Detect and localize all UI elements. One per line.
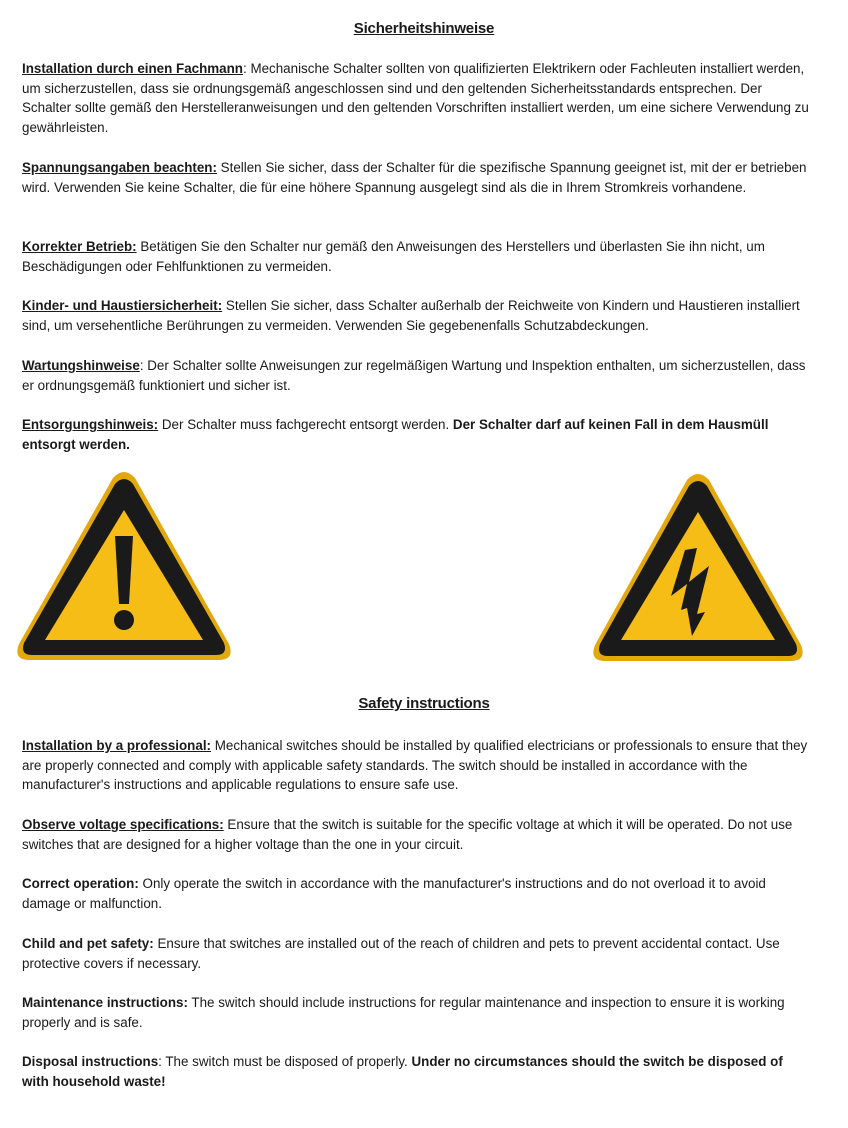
- de-installation-text: Mechanische Schalter sollten von qualifizierten Elektrikern oder Fachleuten installiert werden, um sicherzustellen, dass sie ordnungsgemäß angeschlossen sind und den geltenden Sicherheitsstandards entsprechen. Der Schalter sollte gemäß den Herstelleranweisungen und den geltenden Vorschriften installiert werden, um eine sichere Verwendung zu gewährleisten.: [22, 61, 809, 135]
- de-disposal-heading: Entsorgungshinweis:: [22, 417, 159, 432]
- en-operation-text: Only operate the switch in accordance with the manufacturer's instructions and do not overload it to avoid damage or malfunction.: [22, 876, 766, 911]
- en-child-safety-text: Ensure that switches are installed out of the reach of children and pets to prevent accidental contact. Use protective covers if necessary.: [22, 936, 780, 971]
- english-title: Safety instructions: [358, 695, 490, 712]
- en-voltage-text: Ensure that the switch is suitable for the specific voltage at which it will be operated. Do not use switches that are designed for a higher voltage than the one in your circuit.: [22, 817, 793, 852]
- en-maintenance-para: [22, 993, 812, 1032]
- en-installation-para: [22, 736, 812, 795]
- general-warning-sign: [15, 470, 233, 663]
- de-operation-text: Betätigen Sie den Schalter nur gemäß den Anweisungen des Herstellers und überlasten Sie ihn nicht, um Beschädigungen oder Fehlfunktionen zu vermeiden.: [22, 239, 765, 274]
- en-disposal-sep: :: [158, 1054, 166, 1069]
- en-disposal-para: [22, 1052, 812, 1091]
- de-installation-sep: :: [242, 61, 251, 76]
- de-disposal-bold-text: Der Schalter darf auf keinen Fall in dem Hausmüll entsorgt werden.: [22, 417, 769, 452]
- electric-hazard-sign: [591, 472, 805, 664]
- de-installation-para: [22, 59, 812, 137]
- en-child-safety-heading: Child and pet safety:: [22, 936, 154, 951]
- de-maintenance-heading: Wartungshinweise: [22, 358, 140, 373]
- en-disposal-heading: Disposal instructions: [22, 1054, 159, 1069]
- en-voltage-heading: Observe voltage specifications:: [22, 817, 224, 832]
- de-maintenance-sep: :: [139, 358, 148, 373]
- en-child-safety-para: [22, 934, 812, 973]
- de-installation-heading: Installation durch einen Fachmann: [22, 61, 243, 76]
- en-maintenance-heading: Maintenance instructions:: [22, 995, 188, 1010]
- exclamation-dot-icon: [114, 610, 134, 630]
- de-voltage-heading: Spannungsangaben beachten:: [22, 160, 217, 175]
- de-voltage-text: Stellen Sie sicher, dass der Schalter für die spezifische Spannung geeignet ist, mit der er betrieben wird. Verwenden Sie keine Schalter, die für eine höhere Spannung ausgelegt sind als die in Ihrem Stromkreis vorhandene.: [22, 160, 807, 195]
- de-operation-para: [22, 237, 812, 276]
- en-installation-text: Mechanical switches should be installed by qualified electricians or professionals to ensure that they are properly connected and comply with applicable safety standards. The switch should be installed in accordance with the manufacturer's instructions and applicable regulations to ensure safe use.: [22, 738, 808, 793]
- en-maintenance-text: The switch should include instructions for regular maintenance and inspection to ensure it is working properly and is safe.: [22, 995, 785, 1030]
- de-child-safety-text: Stellen Sie sicher, dass Schalter außerhalb der Reichweite von Kindern und Haustieren installiert sind, um versehentliche Berührungen zu vermeiden. Verwenden Sie gegebenenfalls Schutzabdeckungen.: [22, 298, 800, 333]
- en-installation-heading: Installation by a professional:: [22, 738, 211, 753]
- de-operation-heading: Korrekter Betrieb:: [22, 239, 137, 254]
- de-disposal-text: Der Schalter muss fachgerecht entsorgt werden.: [161, 417, 450, 432]
- en-operation-para: [22, 874, 812, 913]
- de-child-safety-para: [22, 296, 812, 335]
- de-maintenance-para: [22, 356, 812, 395]
- en-operation-heading: Correct operation:: [22, 876, 139, 891]
- de-disposal-para: [22, 415, 812, 454]
- en-voltage-para: [22, 815, 812, 854]
- en-disposal-bold-text: Under no circumstances should the switch be disposed of with household waste!: [22, 1054, 783, 1089]
- de-child-safety-heading: Kinder- und Haustiersicherheit:: [22, 298, 223, 313]
- de-voltage-para: [22, 158, 812, 197]
- german-title: Sicherheitshinweise: [353, 20, 495, 37]
- de-maintenance-text: Der Schalter sollte Anweisungen zur regelmäßigen Wartung und Inspektion enthalten, um sicherzustellen, dass er ordnungsgemäß funktioniert und sicher ist.: [22, 358, 806, 393]
- en-disposal-text: The switch must be disposed of properly.: [165, 1054, 408, 1069]
